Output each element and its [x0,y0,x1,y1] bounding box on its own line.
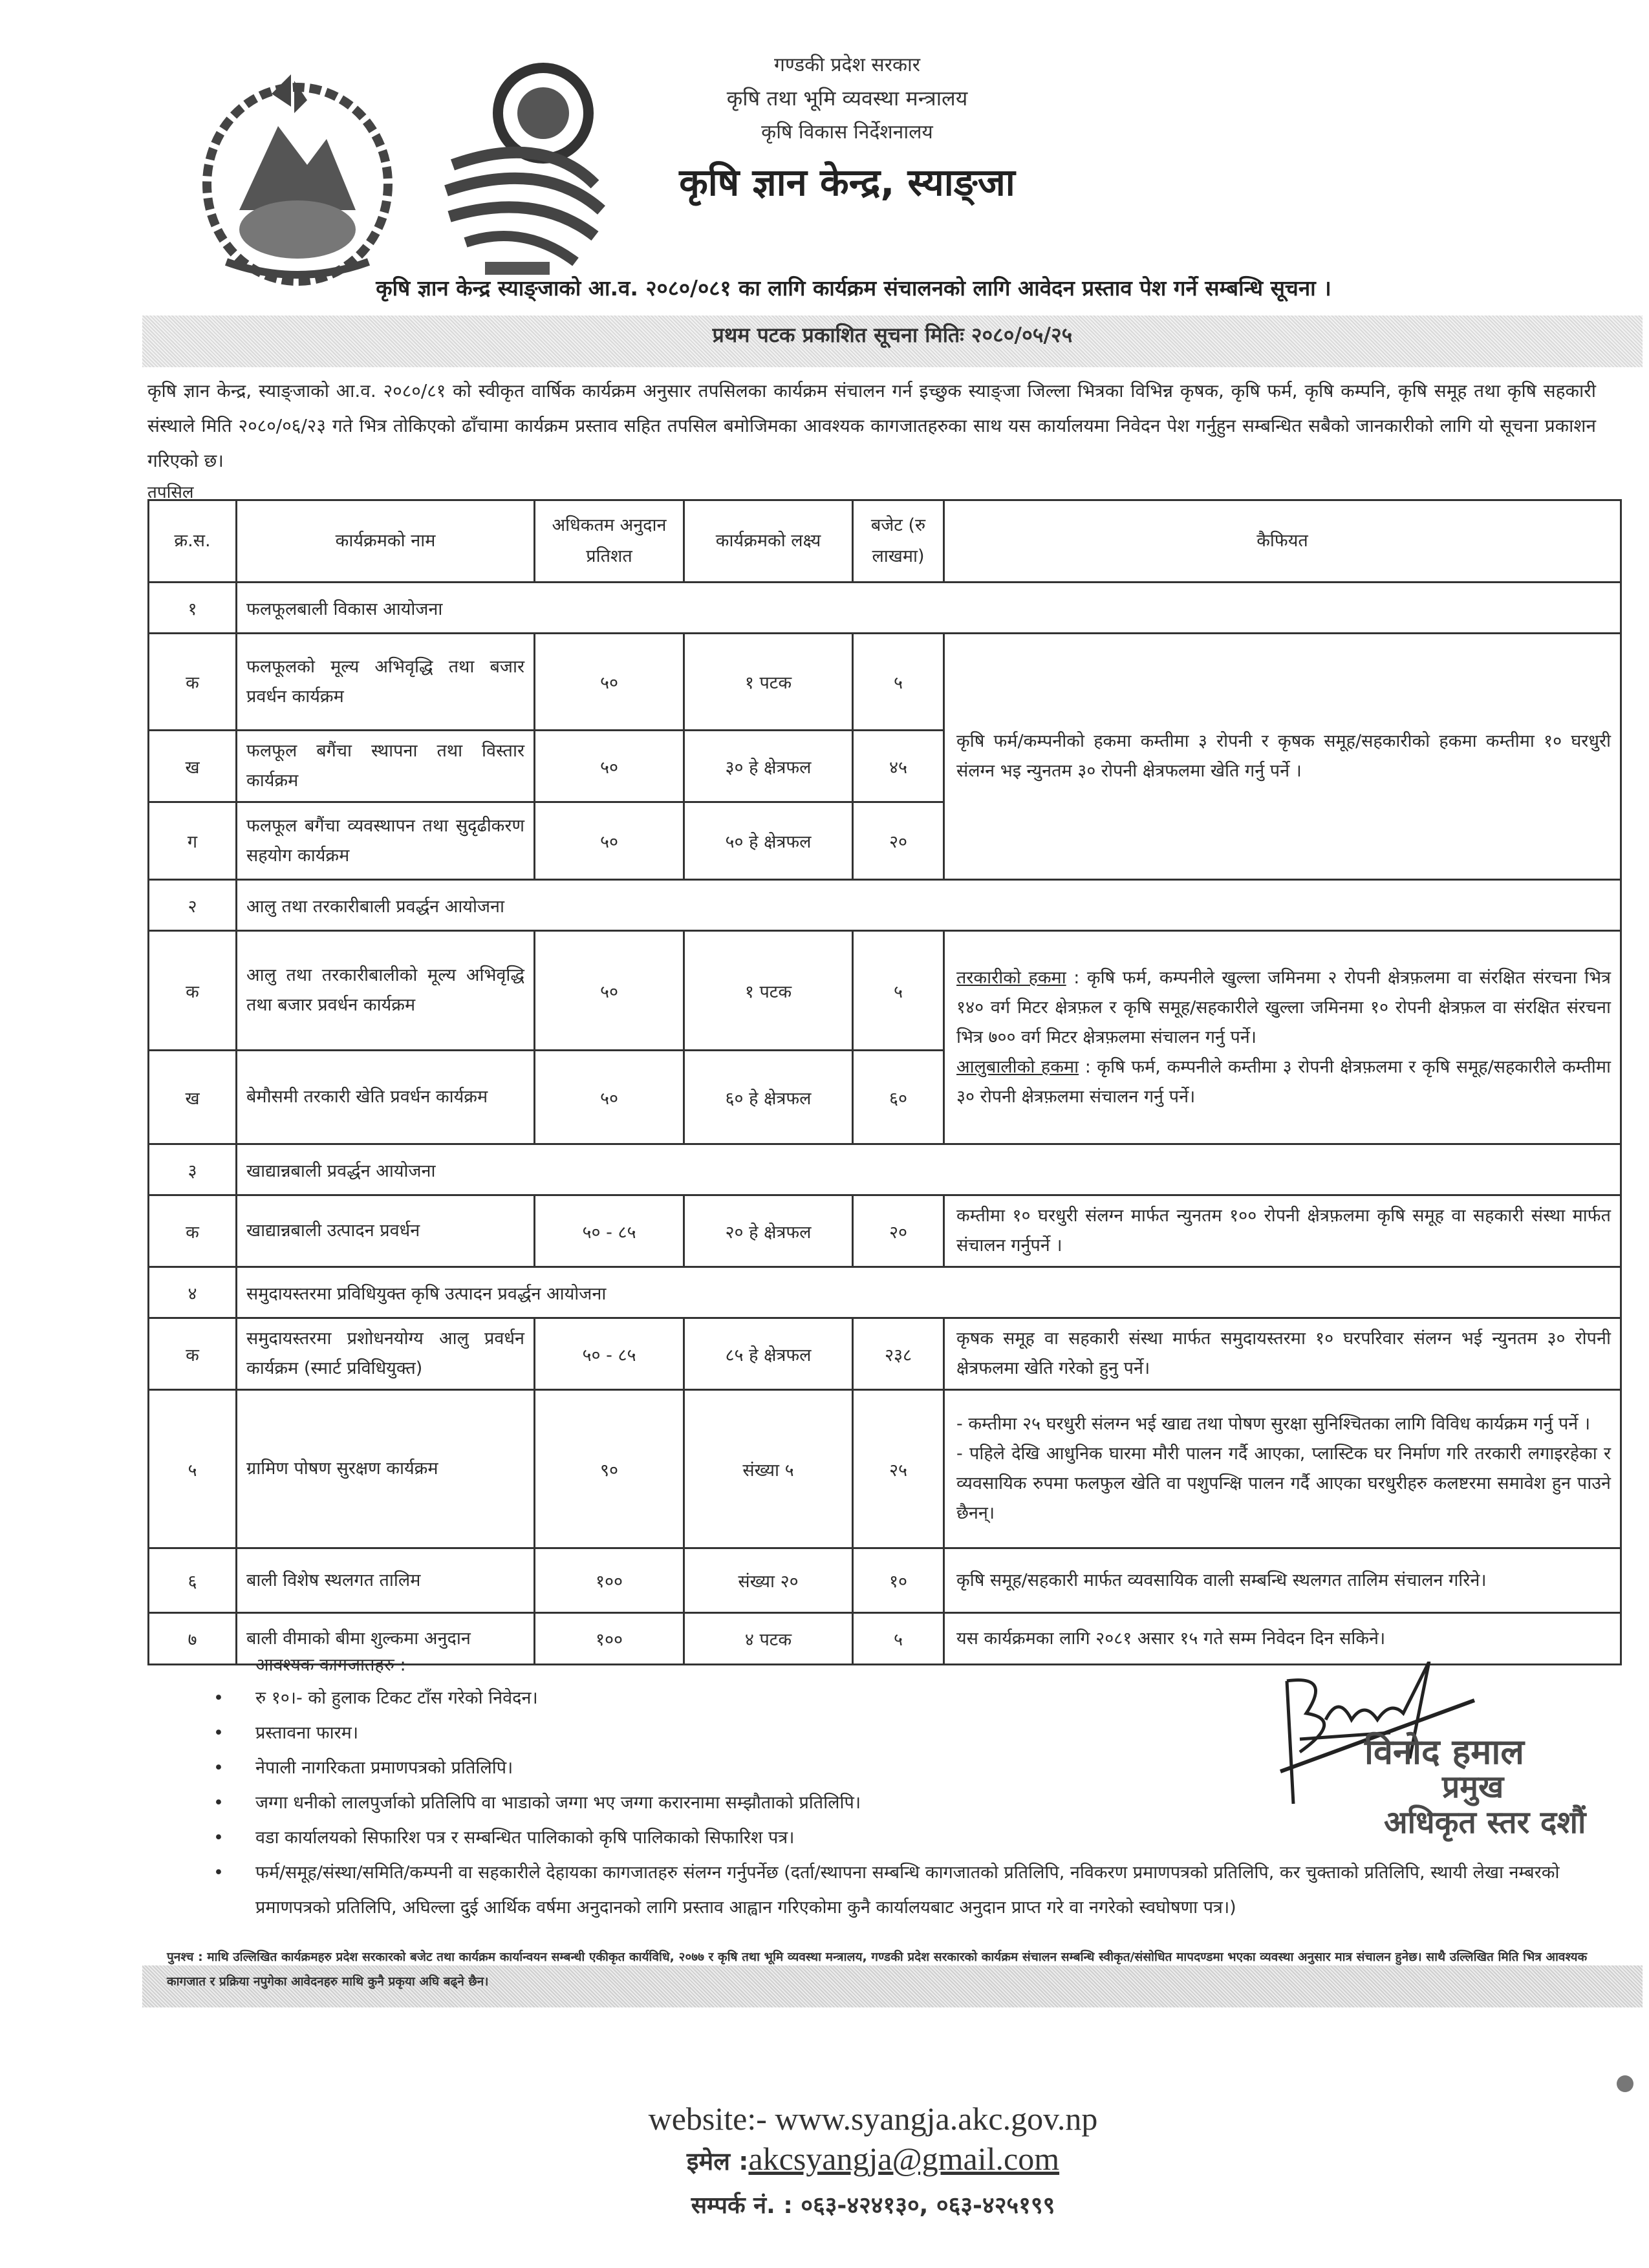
table-row [149,634,1621,731]
row-remarks [944,1390,1621,1548]
row-pct: ५० [535,931,684,1051]
group-row [149,880,1621,931]
row-sn: क [149,634,237,731]
row-sn: क [149,1318,237,1390]
row-name: बाली वीमाको बीमा शुल्कमा अनुदान [237,1613,535,1665]
group-sn: ३ [149,1144,237,1195]
list-item [213,1856,1604,1925]
row-sn: क [149,931,237,1051]
email-line [582,2140,1164,2177]
bullet-icon: • [213,1688,224,1708]
notice-date: प्रथम पटक प्रकाशित सूचना मितिः २०८०/०५/२५ [712,323,1073,347]
row-pct: ५० [535,731,684,802]
row-sn: ख [149,731,237,802]
row-name: बेमौसमी तरकारी खेति प्रवर्धन कार्यक्रम [237,1051,535,1144]
row-sn: ६ [149,1548,237,1613]
row-budget: ५ [853,931,944,1051]
row-sn: क [149,1195,237,1267]
row-budget: ६० [853,1051,944,1144]
potato-remark-label: आलुबालीको हकमा [956,1056,1079,1077]
group-title: आलु तथा तरकारीबाली प्रवर्द्धन आयोजना [237,880,1621,931]
document-text: नेपाली नागरिकता प्रमाणपत्रको प्रतिलिपि। [255,1758,513,1778]
row-sn: ख [149,1051,237,1144]
bullet-icon: • [213,1828,224,1848]
row-target: ६० हे क्षेत्रफल [684,1051,853,1144]
row-remarks: कम्तीमा १० घरधुरी संलग्न मार्फत न्युनतम १०० रोपनी क्षेत्रफ़लमा कृषि समूह वा सहकारी संस्था मार्फत संचालन गर्नुपर्ने । [944,1195,1621,1267]
group-title: समुदायस्तरमा प्रविधियुक्त कृषि उत्पादन प्रवर्द्धन आयोजना [237,1267,1621,1318]
signatory-title: प्रमुख [1442,1769,1504,1805]
group-row [149,1144,1621,1195]
potato-remark-text: : कृषि फर्म, कम्पनीले कम्तीमा ३ रोपनी क्षेत्रफ़लमा र कृषि समूह/सहकारीले कम्तीमा ३० रोपनी क्षेत्रफ़लमा संचालन गर्नु पर्ने। [956,1056,1611,1107]
row-target: २० हे क्षेत्रफल [684,1195,853,1267]
table-row [149,1390,1621,1548]
bullet-icon: • [213,1863,224,1883]
row-target: संख्या २० [684,1548,853,1613]
row-pct: ५० - ८५ [535,1318,684,1390]
row-remarks: यस कार्यक्रमका लागि २०८१ असार १५ गते सम्म निवेदन दिन सकिने। [944,1613,1621,1665]
row-pct: १०० [535,1548,684,1613]
header-sn: क्र.स. [149,500,237,583]
signatory-level: अधिकृत स्तर दशौं [1384,1804,1586,1841]
nepal-emblem-icon [194,55,401,288]
notice-title: कृषि ज्ञान केन्द्र स्याङ्जाको आ.व. २०८०/०८१ का लागि कार्यक्रम संचालनको लागि आवेदन प्रस्ताव पेश गर्ने सम्बन्धि सूचना । [376,275,1331,301]
group-sn: ४ [149,1267,237,1318]
scan-speck [1617,2075,1633,2092]
header-name: कार्यक्रमको नाम [237,500,535,583]
row-budget: २० [853,802,944,880]
header-target: कार्यक्रमको लक्ष्य [684,500,853,583]
email-label: इमेल : [686,2147,749,2176]
tapasil-label: तपसिल [147,483,194,502]
row-budget: ४५ [853,731,944,802]
row-pct: ५० - ८५ [535,1195,684,1267]
program-table [147,499,1622,1665]
row-name: बाली विशेष स्थलगत तालिम [237,1548,535,1613]
row-name: फलफूल बगैंचा व्यवस्थापन तथा सुदृढीकरण सहयोग कार्यक्रम [237,802,535,880]
row-sn: ५ [149,1390,237,1548]
document-text: फर्म/समूह/संस्था/समिति/कम्पनी वा सहकारीले देहायका कागजातहरु संलग्न गर्नुपर्नेछ (दर्ता/स्थापना सम्बन्धि कागजातको प्रतिलिपि, नविकरण प्रमाणपत्रको प्रतिलिपि, कर चुक्ताको प्रतिलिपि, स्थायी लेखा नम्बरको प्रमाणपत्रको प्रतिलिपि, अघिल्ला दुई आर्थिक वर्षमा अनुदानको लागि प्रस्ताव आह्वान गरिएकोमा कुनै कार्यालयबाट अनुदान प्राप्त गरे वा नगरेको स्वघोषणा पत्र।) [255,1863,1560,1918]
table-header-row [149,500,1621,583]
row-remarks: कृषि फर्म/कम्पनीको हकमा कम्तीमा ३ रोपनी र कृषक समूह/सहकारीको हकमा कम्तीमा १० घरधुरी संलग्न भइ न्युनतम ३० रोपनी क्षेत्रफलमा खेति गर्नु पर्ने । [944,634,1621,880]
document-text: जग्गा धनीको लालपुर्जाको प्रतिलिपि वा भाडाको जग्गा भए जग्गा करारनामा सम्झौताको प्रतिलिपि। [255,1793,861,1813]
header-budget: बजेट (रु लाखमा) [853,500,944,583]
group-title: खाद्यान्नबाली प्रवर्द्धन आयोजना [237,1144,1621,1195]
row-budget: ५ [853,1613,944,1665]
nutrition-remark-2: - पहिले देखि आधुनिक घारमा मौरी पालन गर्दै आएका, प्लास्टिक घर निर्माण गरि तरकारी लगाइरहेका र व्यवसायिक रुपमा फलफुल खेति वा पशुपन्क्षि पालन गर्दै आएका घरधुरीहरु कलष्टरमा समावेश हुन पाउने छैनन्। [956,1444,1611,1523]
bullet-icon: • [213,1723,224,1743]
header-remarks: कैफियत [944,500,1621,583]
row-remarks: कृषि समूह/सहकारी मार्फत व्यवसायिक वाली सम्बन्धि स्थलगत तालिम संचालन गरिने। [944,1548,1621,1613]
website-link[interactable]: website:- www.syangja.akc.gov.np [648,2101,1098,2137]
document-text: प्रस्तावना फारम। [255,1723,359,1743]
row-budget: २५ [853,1390,944,1548]
row-name: समुदायस्तरमा प्रशोधनयोग्य आलु प्रवर्धन कार्यक्रम (स्मार्ट प्रविधियुक्त) [237,1318,535,1390]
group-sn: १ [149,583,237,634]
row-budget: २३८ [853,1318,944,1390]
signatory-name: विनोद हमाल [1364,1731,1525,1772]
row-target: १ पटक [684,931,853,1051]
office-seal-icon [414,55,621,288]
table-row [149,1195,1621,1267]
document-text: रु १०।- को हुलाक टिकट टाँस गरेको निवेदन। [255,1688,538,1708]
row-target: ४ पटक [684,1613,853,1665]
phone-numbers: सम्पर्क नं. : ०६३-४२४१३०, ०६३-४२५१९९ [691,2192,1055,2219]
table-row [149,931,1621,1051]
document-text: वडा कार्यालयको सिफारिश पत्र र सम्बन्धित पालिकाको कृषि पालिकाको सिफारिश पत्र। [255,1828,795,1848]
row-pct: ५० [535,634,684,731]
table-row [149,1318,1621,1390]
row-name: खाद्यान्नबाली उत्पादन प्रवर्धन [237,1195,535,1267]
row-pct: ९० [535,1390,684,1548]
documents-heading: आवश्यक कागजातहरु : [255,1655,406,1675]
bullet-icon: • [213,1758,224,1778]
row-name: आलु तथा तरकारीबालीको मूल्य अभिवृद्धि तथा बजार प्रवर्धन कार्यक्रम [237,931,535,1051]
directorate-name: कृषि विकास निर्देशनालय [761,121,933,144]
row-target: संख्या ५ [684,1390,853,1548]
row-sn: ७ [149,1613,237,1665]
row-remarks [944,931,1621,1144]
row-pct: ५० [535,802,684,880]
row-target: ८५ हे क्षेत्रफल [684,1318,853,1390]
group-row [149,583,1621,634]
row-target: १ पटक [684,634,853,731]
row-target: ५० हे क्षेत्रफल [684,802,853,880]
row-name: फलफूलको मूल्य अभिवृद्धि तथा बजार प्रवर्धन कार्यक्रम [237,634,535,731]
email-link[interactable]: akcsyangja@gmail.com [748,2141,1060,2177]
table-row [149,1548,1621,1613]
row-budget: ५ [853,634,944,731]
row-budget: २० [853,1195,944,1267]
ministry-name: कृषि तथा भूमि व्यवस्था मन्त्रालय [726,86,968,111]
group-row [149,1267,1621,1318]
row-pct: ५० [535,1051,684,1144]
postscript: पुनश्च : माथि उल्लिखित कार्यक्रमहरु प्रदेश सरकारको बजेट तथा कार्यक्रम कार्यान्वयन सम्बन्धी एकीकृत कार्यविधि, २०७७ र कृषि तथा भूमि व्यवस्था मन्त्रालय, गण्डकी प्रदेश सरकारको कार्यक्रम संचालन सम्बन्धि स्वीकृत/संसोधित मापदण्डमा भएका व्यवस्था अनुसार मात्र संचालन हुनेछ। साथै उल्लिखित मिति भित्र आवश्यक कागजात र प्रक्रिया नपुगेका आवेदनहरु माथि कुनै प्रकृया अघि बढ्ने छैन। [167,1950,1588,1989]
office-name: कृषि ज्ञान केन्द्र, स्याङ्जा [679,160,1015,204]
row-remarks: कृषक समूह वा सहकारी संस्था मार्फत समुदायस्तरमा १० घरपरिवार संलग्न भई न्युनतम ३० रोपनी क्षेत्रफलमा खेति गरेको हुनु पर्ने। [944,1318,1621,1390]
row-name: फलफूल बगैंचा स्थापना तथा विस्तार कार्यक्रम [237,731,535,802]
veg-remark-label: तरकारीको हकमा [956,967,1066,988]
government-name: गण्डकी प्रदेश सरकार [773,54,921,76]
row-name: ग्रामिण पोषण सुरक्षण कार्यक्रम [237,1390,535,1548]
row-pct: १०० [535,1613,684,1665]
veg-remark-text: : कृषि फर्म, कम्पनीले खुल्ला जमिनमा २ रोपनी क्षेत्रफ़लमा वा संरक्षित संरचना भित्र १४० वर्ग मिटर क्षेत्रफ़ल र कृषि समूह/सहकारीले खुल्ला जमिनमा १० रोपनी क्षेत्रफ़ल वा संरक्षित संरचना भित्र ७०० वर्ग मिटर क्षेत्रफ़लमा संचालन गर्नु पर्ने। [956,967,1611,1047]
row-budget: १० [853,1548,944,1613]
group-title: फलफूलबाली विकास आयोजना [237,583,1621,634]
group-sn: २ [149,880,237,931]
nutrition-remark-1: - कम्तीमा २५ घरधुरी संलग्न भई खाद्य तथा पोषण सुरक्षा सुनिश्चितका लागि विविध कार्यक्रम गर्नु पर्ने । [956,1414,1591,1434]
intro-paragraph: कृषि ज्ञान केन्द्र, स्याङ्जाको आ.व. २०८०/८१ को स्वीकृत वार्षिक कार्यक्रम अनुसार तपसिलका कार्यक्रम संचालन गर्न इच्छुक स्याङ्जा जिल्ला भित्रका विभिन्न कृषक, कृषि फर्म, कृषि कम्पनि, कृषि समूह तथा कृषि सहकारी संस्थाले मिति २०८०/०६/२३ गते भित्र तोकिएको ढाँचामा कार्यक्रम प्रस्ताव सहित तपसिल बमोजिमका आवश्यक कागजातहरुका साथ यस कार्यालयमा निवेदन पेश गर्नुहुन सम्बन्धित सबैको जानकारीको लागि यो सूचना प्रकाशन गरिएको छ। [147,380,1596,471]
header-pct: अधिकतम अनुदान प्रतिशत [535,500,684,583]
bullet-icon: • [213,1793,224,1813]
row-target: ३० हे क्षेत्रफल [684,731,853,802]
row-sn: ग [149,802,237,880]
